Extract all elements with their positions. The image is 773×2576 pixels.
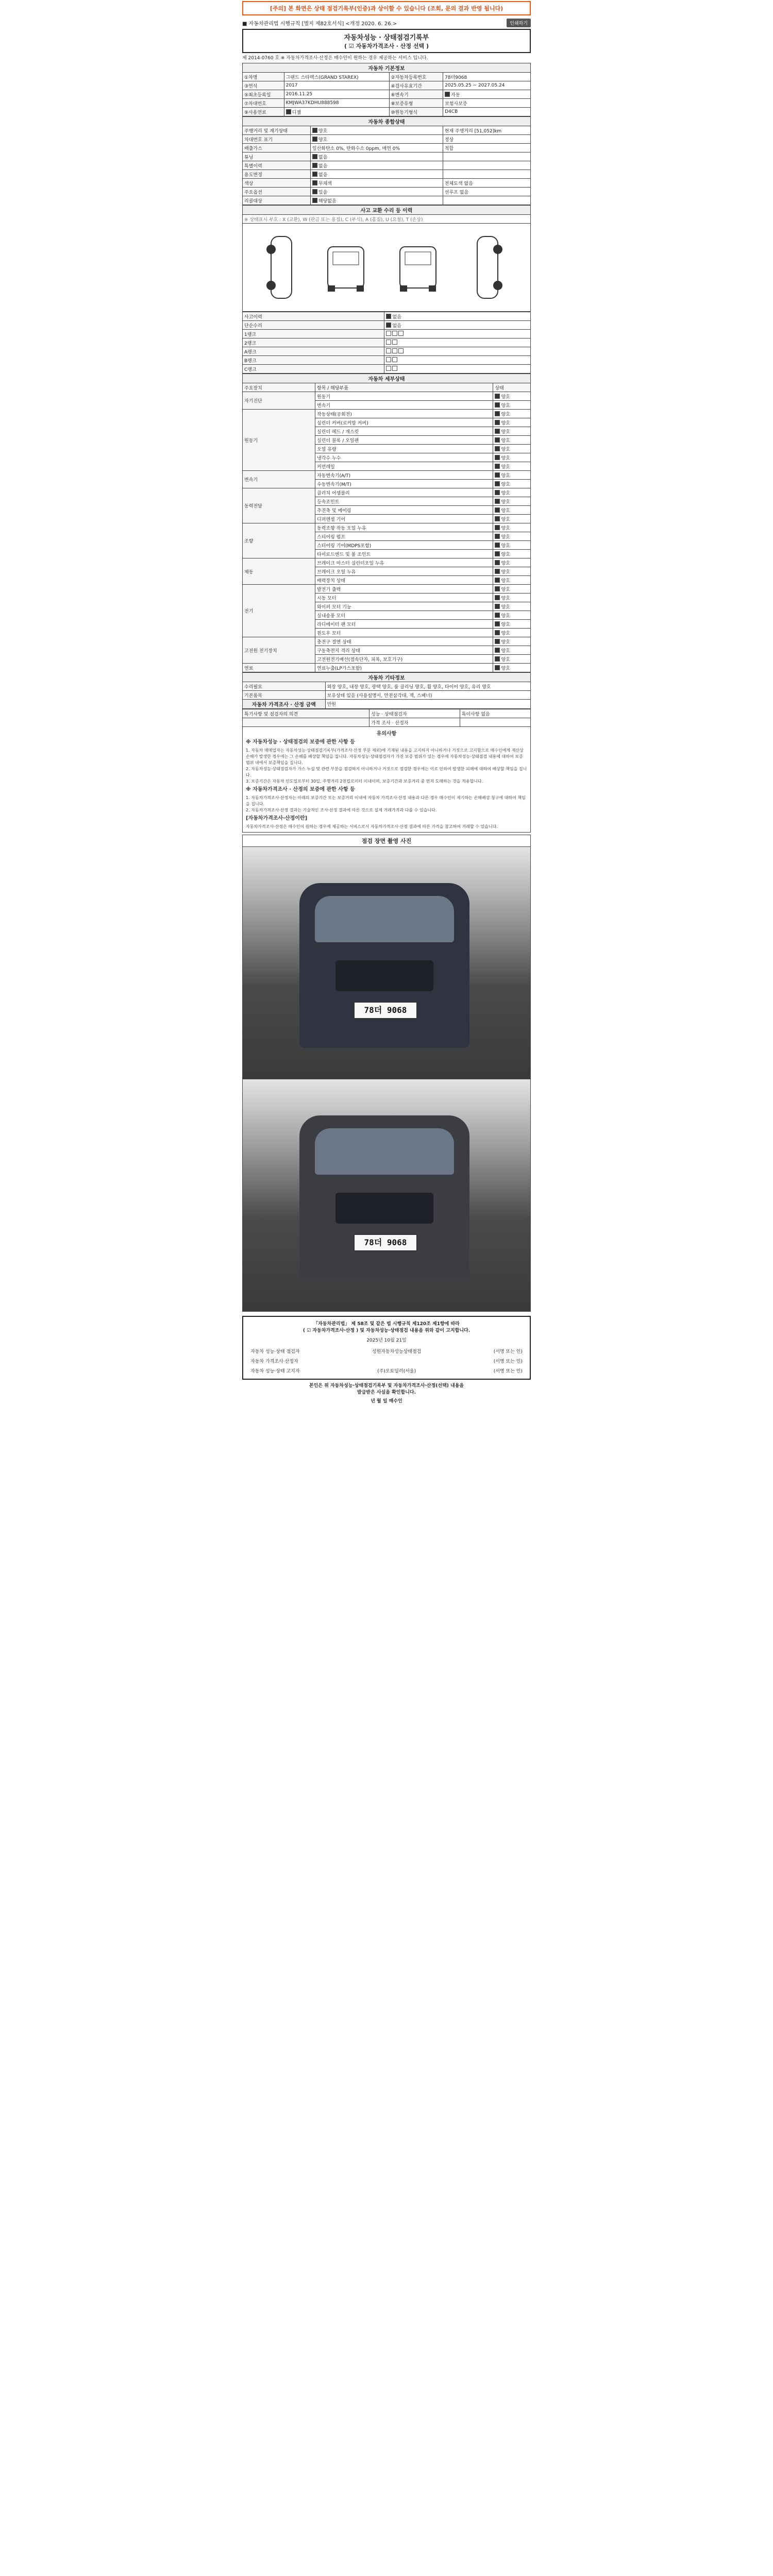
options-table	[242, 672, 531, 709]
panel-rank-items	[384, 365, 531, 374]
basic-value: 그랜드 스타렉스(GRAND STAREX)	[284, 73, 389, 81]
detail-item: 라디에이터 팬 모터	[315, 620, 493, 629]
basic-value: 78더9068	[443, 73, 531, 81]
checkbox-checked	[312, 189, 317, 194]
basic-label: ④검사유효기간	[389, 81, 443, 90]
detail-item: 냉각수 누수	[315, 453, 493, 462]
detail-state: 양호	[493, 629, 531, 637]
special-value: 특이사항 없음	[460, 709, 530, 718]
status-label: 주행거리 및 계기상태	[243, 126, 311, 135]
detail-state: 양호	[493, 567, 531, 576]
panel-rank: 1랭크	[243, 330, 384, 338]
record-page	[242, 0, 531, 1404]
options-value: 보유상태 있음 (사용설명서, 안전삼각대, 잭, 스패너)	[325, 691, 530, 700]
detail-state: 양호	[493, 664, 531, 672]
basic-label: ⑧보증유형	[389, 99, 443, 108]
detail-state: 양호	[493, 602, 531, 611]
options-label: 수리필요	[243, 682, 326, 691]
panel-rank: 2랭크	[243, 338, 384, 347]
detail-row	[243, 523, 531, 532]
checkbox-checked	[495, 569, 500, 574]
windshield	[315, 1128, 454, 1175]
basic-value: KMJWA37KDHU888598	[284, 99, 389, 108]
detail-state: 양호	[493, 611, 531, 620]
checkbox-checked	[495, 507, 500, 513]
checkbox-checked	[495, 464, 500, 469]
detail-item: 수동변속기(M/T)	[315, 480, 493, 488]
checkbox	[398, 348, 404, 353]
top-line	[242, 19, 531, 27]
notice-banner: [주의] 본 화면은 상태 점검기록부(인증)과 상이할 수 있습니다 (조회, 문의 결과 반영 됩니다)	[242, 1, 531, 15]
detail-state: 양호	[493, 445, 531, 453]
basic-section-title: 자동차 기본정보	[243, 63, 531, 73]
detail-state: 양호	[493, 532, 531, 541]
photo-section-title: 점검 장면 촬영 사진	[242, 835, 531, 847]
detail-section-title: 자동차 세부상태	[243, 374, 531, 383]
checkbox-checked	[495, 543, 500, 548]
special-table	[242, 709, 531, 727]
record-header	[242, 29, 531, 53]
checkbox	[386, 331, 391, 336]
panel-rank-items	[384, 356, 531, 365]
checkbox-checked	[495, 586, 500, 591]
detail-item: 스티어링 펌프	[315, 532, 493, 541]
detail-state: 양호	[493, 506, 531, 515]
detail-item: 고전원전기배선(접속단자, 피복, 보호기구)	[315, 655, 493, 664]
basic-value: 2017	[284, 81, 389, 90]
status-table	[242, 116, 531, 205]
basic-label: ⑤최초등록일	[243, 90, 284, 99]
detail-item: 등속조인트	[315, 497, 493, 506]
checkbox-checked	[386, 323, 391, 328]
checkbox-checked	[312, 163, 317, 168]
checkbox-checked	[286, 109, 291, 114]
detail-item: 동력조향 작동 오일 누유	[315, 523, 493, 532]
checkbox-checked	[495, 437, 500, 443]
checkbox-checked	[445, 92, 450, 97]
basic-info-table	[242, 63, 531, 116]
checkbox-checked	[495, 446, 500, 451]
basic-value: 디젤	[284, 108, 389, 116]
special-label	[243, 718, 369, 727]
checkbox-checked	[386, 314, 391, 319]
detail-row	[243, 471, 531, 480]
status-value: 없음	[310, 170, 443, 179]
detail-state: 양호	[493, 515, 531, 523]
status-value: 해당없음	[310, 196, 443, 205]
detail-group: 제동	[243, 558, 315, 585]
detail-item: 브레이크 마스터 실린더오일 누유	[315, 558, 493, 567]
checkbox-checked	[312, 180, 317, 185]
checkbox-checked	[495, 665, 500, 670]
special-role: 성능 · 상태점검자	[369, 709, 460, 718]
checkbox	[386, 357, 391, 362]
detail-item: 원동기	[315, 392, 493, 401]
accident-table	[242, 205, 531, 224]
detail-item: 구동축전지 격리 상태	[315, 646, 493, 655]
status-value: 있음	[310, 188, 443, 196]
detail-item: 윈도우 모터	[315, 629, 493, 637]
detail-item: 시동 모터	[315, 594, 493, 602]
accident-section-title: 사고 교환 수리 등 이력	[243, 206, 531, 215]
detail-group: 연료	[243, 664, 315, 672]
basic-value: 보험사보증	[443, 99, 531, 108]
status-value: 무채색	[310, 179, 443, 188]
basic-value: D4CB	[443, 108, 531, 116]
panel-rank-items	[384, 347, 531, 356]
price-section-title: 자동차 가격조사 · 산정 금액	[243, 700, 326, 709]
panel-rank-items	[384, 330, 531, 338]
detail-state: 양호	[493, 410, 531, 418]
status-value: 없음	[310, 161, 443, 170]
status-label: 주요옵션	[243, 188, 311, 196]
checkbox-checked	[312, 154, 317, 159]
basic-label: ⑨사용연료	[243, 108, 284, 116]
options-section-title: 자동차 기타정보	[243, 673, 531, 682]
detail-item: 와이퍼 모터 기능	[315, 602, 493, 611]
status-detail: 정상	[443, 135, 530, 144]
detail-item: 자동변속기(A/T)	[315, 471, 493, 480]
accident-label: 사고이력	[243, 312, 384, 321]
explanation-block	[242, 727, 531, 833]
explanation-paragraph: 자동차가격조사·산정은 매수인이 원하는 경우에 제공하는 서비스로서 자동차가격조사·산정 결과에 따른 가격을 참고하여 거래할 수 있습니다.	[246, 824, 498, 829]
attestation-box	[242, 1316, 531, 1380]
checkbox	[392, 340, 397, 345]
accident-label: 단순수리	[243, 321, 384, 330]
status-detail	[443, 196, 530, 205]
detail-row	[243, 664, 531, 672]
checkbox-checked	[495, 516, 500, 521]
explanation-paragraph: 1. 자동차 매매업자는 자동차성능·상태점검기록부(가격조사·산정 부분 제외)에 기재된 내용을 고지하지 아니하거나 거짓으로 고지함으로 매수인에게 재산상 손해가 발생한 경우에는 그 손해를 배상할 책임을 집니다. 자동차성능·상태점검자가 가진 보증 범위가 있는 경우에 자동차성능·상태점검 내용에 대하여 보증 범위 내에서 보증책임을 집니다.	[246, 748, 524, 765]
status-section-title: 자동차 종합상태	[243, 117, 531, 126]
detail-group: 자기진단	[243, 392, 315, 410]
buyer-confirmation: 본인은 위 자동차성능·상태점검기록부 및 자동차가격조사·산정(선택) 내용을 발급받은 사실을 확인합니다. 년 월 일 매수인	[242, 1382, 531, 1404]
checkbox-checked	[495, 648, 500, 653]
status-value: 없음	[310, 152, 443, 161]
status-label: 특별이력	[243, 161, 311, 170]
detail-row	[243, 637, 531, 646]
checkbox-checked	[495, 578, 500, 583]
detail-item: 연료누출(LP가스포함)	[315, 664, 493, 672]
status-detail	[443, 170, 530, 179]
detail-item: 발전기 출력	[315, 585, 493, 594]
detail-state: 양호	[493, 576, 531, 585]
detail-row	[243, 558, 531, 567]
warranty-heading: ※ 자동차성능 · 상태점검의 보증에 관한 사항 등	[246, 739, 355, 745]
checkbox-checked	[495, 490, 500, 495]
detail-group: 고전원 전기장치	[243, 637, 315, 664]
detail-state: 양호	[493, 620, 531, 629]
status-label: 리콜대상	[243, 196, 311, 205]
detail-state: 양호	[493, 594, 531, 602]
grille	[335, 1193, 433, 1224]
special-role: 가격 조사 · 산정자	[369, 718, 460, 727]
status-value: 양호	[310, 126, 443, 135]
attestation-date: 2025년 10월 21일	[366, 1338, 407, 1343]
panel-rank-items	[384, 338, 531, 347]
detail-row	[243, 488, 531, 497]
status-detail: 적합	[443, 144, 530, 152]
price-value: 만원	[325, 700, 530, 709]
detail-state: 양호	[493, 497, 531, 506]
detail-state: 양호	[493, 558, 531, 567]
detail-state: 양호	[493, 401, 531, 410]
detail-item: 실내송풍 모터	[315, 611, 493, 620]
checkbox	[386, 348, 391, 353]
accident-value: 없음	[384, 321, 531, 330]
detail-state: 양호	[493, 480, 531, 488]
status-label: 차대번호 표기	[243, 135, 311, 144]
basic-label: ⑦차대번호	[243, 99, 284, 108]
detail-group: 동력전달	[243, 488, 315, 523]
detail-row	[243, 410, 531, 418]
basic-label: ⑥변속기	[389, 90, 443, 99]
detail-state: 양호	[493, 550, 531, 558]
detail-item: 타이로드엔드 및 볼 조인트	[315, 550, 493, 558]
windshield	[315, 896, 454, 942]
detail-col-header: 항목 / 해당부품	[315, 383, 493, 392]
checkbox-checked	[495, 525, 500, 530]
status-label: 튜닝	[243, 152, 311, 161]
detail-state: 양호	[493, 585, 531, 594]
checkbox	[392, 366, 397, 371]
price-warranty-heading: ※ 자동차가격조사 · 산정의 보증에 관한 사항 등	[246, 787, 355, 792]
status-detail	[443, 152, 530, 161]
detail-item: 변속기	[315, 401, 493, 410]
detail-item: 추진축 및 베어링	[315, 506, 493, 515]
checkbox-checked	[312, 198, 317, 203]
checkbox-checked	[312, 172, 317, 177]
checkbox-checked	[495, 472, 500, 478]
detail-state: 양호	[493, 392, 531, 401]
signer-row: 자동차 성능·상태 고지자 (주)오토딜러(서울) (서명 또는 인)	[250, 1369, 523, 1374]
status-label: 배출가스	[243, 144, 311, 152]
signer-row: 자동차 가격조사·산정자 (서명 또는 인)	[250, 1359, 523, 1364]
detail-state: 양호	[493, 488, 531, 497]
special-label: 특기사항 및 점검자의 의견	[243, 709, 369, 718]
options-value: 외장 양호, 내장 양호, 광택 양호, 룸 클리닝 양호, 휠 양호, 타이어 양호, 유리 양호	[325, 682, 530, 691]
checkbox-checked	[495, 551, 500, 556]
detail-state: 양호	[493, 471, 531, 480]
inspection-photo-front	[242, 847, 531, 1079]
explanation-paragraph: 3. 보증기간은 자동차 인도일로부터 30일, 주행거리 2천킬로미터 이내이며, 보증기간과 보증거리 중 먼저 도래하는 것을 적용합니다.	[246, 779, 483, 784]
explanation-paragraph: 1. 자동차가격조사·산정자는 아래의 보증기간 또는 보증거리 이내에 자동차 가격조사·산정 내용과 다른 경우 매수인이 제기하는 손해배상 청구에 대하여 책임을 집니다.	[246, 795, 526, 806]
explanation-paragraph: 2. 자동차가격조사·산정 결과는 기술적인 조사·산정 결과에 따른 것으로 실제 거래가격과 다를 수 있습니다.	[246, 808, 437, 812]
status-label: 용도변경	[243, 170, 311, 179]
checkbox-checked	[495, 595, 500, 600]
detail-item: 스티어링 기어(MDPS포함)	[315, 541, 493, 550]
car-left-side-icon	[256, 234, 307, 301]
print-button[interactable]: 인쇄하기	[507, 19, 531, 27]
detail-item: 실린더 커버(로커암 커버)	[315, 418, 493, 427]
car-rear-icon	[392, 234, 444, 301]
explanation-title: 유의사항	[376, 731, 397, 737]
panel-rank: A랭크	[243, 347, 384, 356]
detail-item: 디퍼렌셜 기어	[315, 515, 493, 523]
panel-rank: C랭크	[243, 365, 384, 374]
options-label: 기본품목	[243, 691, 326, 700]
basic-value: 자동	[443, 90, 531, 99]
detail-state: 양호	[493, 436, 531, 445]
detail-row	[243, 585, 531, 594]
attestation-line: ( ☑ 자동차가격조사·산정 ) 및 자동차성능·상태점검 내용을 위와 같이 고지합니다.	[303, 1328, 470, 1333]
detail-item: 작동상태(공회전)	[315, 410, 493, 418]
checkbox-checked	[495, 534, 500, 539]
status-detail: 선루프 없음	[443, 188, 530, 196]
status-label: 색상	[243, 179, 311, 188]
checkbox	[392, 357, 397, 362]
car-right-side-icon	[462, 234, 513, 301]
buyer-sign-line: 년 월 일 매수인	[371, 1399, 402, 1404]
detail-row	[243, 392, 531, 401]
form-caption: ■ 자동차관리법 시행규칙 [별지 제82호서식] <개정 2020. 6. 26.>	[242, 21, 397, 27]
checkbox-checked	[495, 613, 500, 618]
attestation-line: 「자동차관리법」 제 58조 및 같은 법 시행규칙 제120조 제1항에 따라	[313, 1321, 460, 1327]
checkbox-checked	[495, 499, 500, 504]
status-value: 일산화탄소 0%, 탄화수소 0ppm, 매연 0%	[310, 144, 443, 152]
detail-group: 전기	[243, 585, 315, 637]
checkbox-checked	[495, 481, 500, 486]
detail-item: 충전구 절연 상태	[315, 637, 493, 646]
checkbox-checked	[312, 128, 317, 133]
explanation-paragraph: 2. 자동차성능·상태점검자가 가스 누설 및 관련 부분을 점검하지 아니하거나 거짓으로 점검한 경우에는 이로 인하여 발생한 피해에 대하여 배상할 책임을 집니다.	[246, 767, 527, 777]
signer-row: 자동차 성능·상태 점검자 성원자동차성능상태점검 (서명 또는 인)	[250, 1349, 523, 1354]
van-image	[299, 1115, 469, 1280]
accident-value: 없음	[384, 312, 531, 321]
detail-item: 실린더 블록 / 오일팬	[315, 436, 493, 445]
inspection-photo-front-lift	[242, 1079, 531, 1312]
detail-item: 실린더 헤드 / 개스킷	[315, 427, 493, 436]
detail-state: 양호	[493, 541, 531, 550]
license-plate: 78더 9068	[354, 1234, 417, 1251]
detail-item: 배력장치 상태	[315, 576, 493, 585]
basic-label: ③연식	[243, 81, 284, 90]
checkbox-checked	[495, 621, 500, 626]
detail-state: 양호	[493, 427, 531, 436]
checkbox-checked	[495, 639, 500, 644]
checkbox-checked	[495, 656, 500, 662]
license-plate: 78더 9068	[354, 1002, 417, 1019]
checkbox	[386, 366, 391, 371]
status-detail: 현재 주행거리 [51,052]km	[443, 126, 530, 135]
checkbox	[392, 348, 397, 353]
detail-state: 양호	[493, 523, 531, 532]
detail-item: 오일 유량	[315, 445, 493, 453]
detail-item: 브레이크 오일 누유	[315, 567, 493, 576]
checkbox-checked	[495, 560, 500, 565]
detail-state: 양호	[493, 418, 531, 427]
detail-table	[242, 374, 531, 672]
basic-label: ⑩원동기형식	[389, 108, 443, 116]
checkbox-checked	[495, 455, 500, 460]
basic-value: 2016.11.25	[284, 90, 389, 99]
price-definition-heading: [자동차가격조사·산정이란]	[246, 816, 308, 821]
record-subtitle: ( ☑ 자동차가격조사 · 산정 선택 )	[344, 43, 429, 49]
detail-state: 양호	[493, 646, 531, 655]
detail-state: 양호	[493, 453, 531, 462]
accident-legend: ※ 상태표시 부호 : X (교환), W (판금 또는 용접), C (부식), A (흠집), U (요철), T (손상)	[243, 215, 531, 224]
status-value: 양호	[310, 135, 443, 144]
detail-item: 클러치 어셈블리	[315, 488, 493, 497]
checkbox-checked	[495, 402, 500, 408]
detail-group: 변속기	[243, 471, 315, 488]
checkbox-checked	[495, 630, 500, 635]
special-value	[460, 718, 530, 727]
detail-state: 양호	[493, 655, 531, 664]
car-diagram	[242, 224, 531, 312]
checkbox	[392, 331, 397, 336]
checkbox-checked	[495, 394, 500, 399]
record-number-line: 제 2014-0760 호 ※ 자동차가격조사·산정은 매수인이 원하는 경우 제공하는 서비스 입니다.	[242, 56, 428, 61]
checkbox-checked	[312, 137, 317, 142]
status-detail	[443, 161, 530, 170]
checkbox-checked	[495, 429, 500, 434]
detail-group: 원동기	[243, 410, 315, 471]
detail-item: 커먼레일	[315, 462, 493, 471]
grille	[335, 960, 433, 991]
record-title: 자동차성능 · 상태점검기록부	[344, 34, 429, 42]
checkbox-checked	[495, 604, 500, 609]
detail-state: 양호	[493, 637, 531, 646]
checkbox-checked	[495, 420, 500, 425]
accident-rows	[242, 312, 531, 374]
car-front-icon	[320, 234, 372, 301]
van-image	[299, 883, 469, 1048]
status-detail: 전체도색 없음	[443, 179, 530, 188]
detail-group: 조향	[243, 523, 315, 558]
basic-label: ②자동차등록번호	[389, 73, 443, 81]
detail-col-header: 주요장치	[243, 383, 315, 392]
checkbox	[398, 331, 404, 336]
panel-rank: B랭크	[243, 356, 384, 365]
detail-state: 양호	[493, 462, 531, 471]
checkbox	[386, 340, 391, 345]
checkbox-checked	[495, 411, 500, 416]
basic-value: 2025.05.25 ~ 2027.05.24	[443, 81, 531, 90]
basic-label: ①차명	[243, 73, 284, 81]
detail-col-header: 상태	[493, 383, 531, 392]
